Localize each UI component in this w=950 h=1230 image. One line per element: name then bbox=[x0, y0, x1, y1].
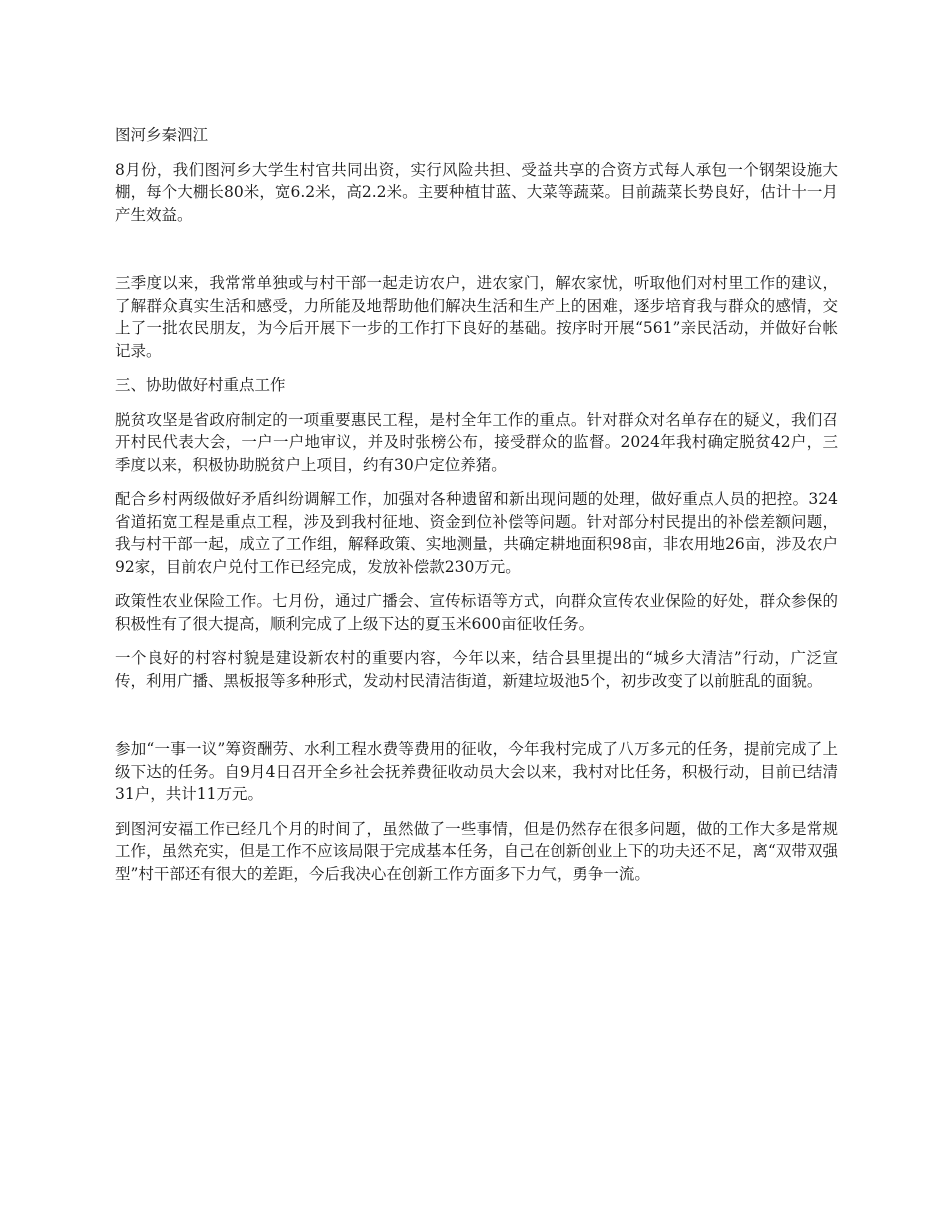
paragraph-insurance: 政策性农业保险工作。七月份，通过广播会、宣传标语等方式，向群众宣传农业保险的好处，群众参保的积极性有了很大提高，顺利完成了上级下达的夏玉米600亩征收任务。 bbox=[115, 592, 838, 633]
paragraph-village-appearance: 一个良好的村容村貌是建设新农村的重要内容，今年以来，结合县里提出的“城乡大清洁”行动，广泛宣传，利用广播、黑板报等多种形式，发动村民清洁街道，新建垃圾池5个，初步改变了以前脏乱的面貌。 bbox=[115, 649, 838, 690]
paragraph-conclusion: 到图河安福工作已经几个月的时间了，虽然做了一些事情，但是仍然存在很多问题，做的工作大多是常规工作，虽然充实，但是工作不应该局限于完成基本任务，自己在创新创业上下的功夫还不足，离“双带双强型”村干部还有很大的差距，今后我决心在创新工作方面多下力气，勇争一流。 bbox=[115, 819, 838, 883]
paragraph-gap bbox=[115, 238, 838, 272]
paragraph-fees: 参加“一事一议”筹资酬劳、水利工程水费等费用的征收，今年我村完成了八万多元的任务，提前完成了上级下达的任务。自9月4日召开全乡社会抚养费征收动员大会以来，我村对比任务，积极行动，目前已结清31户，共计11万元。 bbox=[115, 740, 838, 803]
paragraph-greenhouse: 8月份，我们图河乡大学生村官共同出资，实行风险共担、受益共享的合资方式每人承包一个钢架设施大棚，每个大棚长80米，宽6.2米，高2.2米。主要种植甘蓝、大菜等蔬菜。目前蔬菜长势良好，估计十一月产生效益。 bbox=[115, 160, 838, 224]
paragraph-gap bbox=[115, 704, 838, 738]
paragraph-disputes: 配合乡村两级做好矛盾纠纷调解工作，加强对各种遗留和新出现问题的处理，做好重点人员的把控。324省道拓宽工程是重点工程，涉及到我村征地、资金到位补偿等问题。针对部分村民提出的补偿差额问题，我与村干部一起，成立了工作组，解释政策、实地测量，共确定耕地面积98亩，非农用地26亩，涉及农户92家，目前农户兑付工作已经完成，发放补偿款230万元。 bbox=[115, 490, 838, 576]
author-line: 图河乡秦泗江 bbox=[115, 126, 209, 144]
paragraph-visits: 三季度以来，我常常单独或与村干部一起走访农户，进农家门，解农家忧，听取他们对村里工作的建议，了解群众真实生活和感受，力所能及地帮助他们解决生活和生产上的困难，逐步培育我与群众的感情，交上了一批农民朋友，为今后开展下一步的工作打下良好的基础。按序时开展“561”亲民活动，并做好台帐记录。 bbox=[115, 274, 838, 360]
section-heading-key-work: 三、协助做好村重点工作 bbox=[115, 376, 286, 394]
paragraph-poverty: 脱贫攻坚是省政府制定的一项重要惠民工程，是村全年工作的重点。针对群众对名单存在的疑义，我们召开村民代表大会，一户一户地审议，并及时张榜公布，接受群众的监督。2024年我村确定脱贫42户，三季度以来，积极协助脱贫户上项目，约有30户定位养猪。 bbox=[115, 410, 838, 474]
